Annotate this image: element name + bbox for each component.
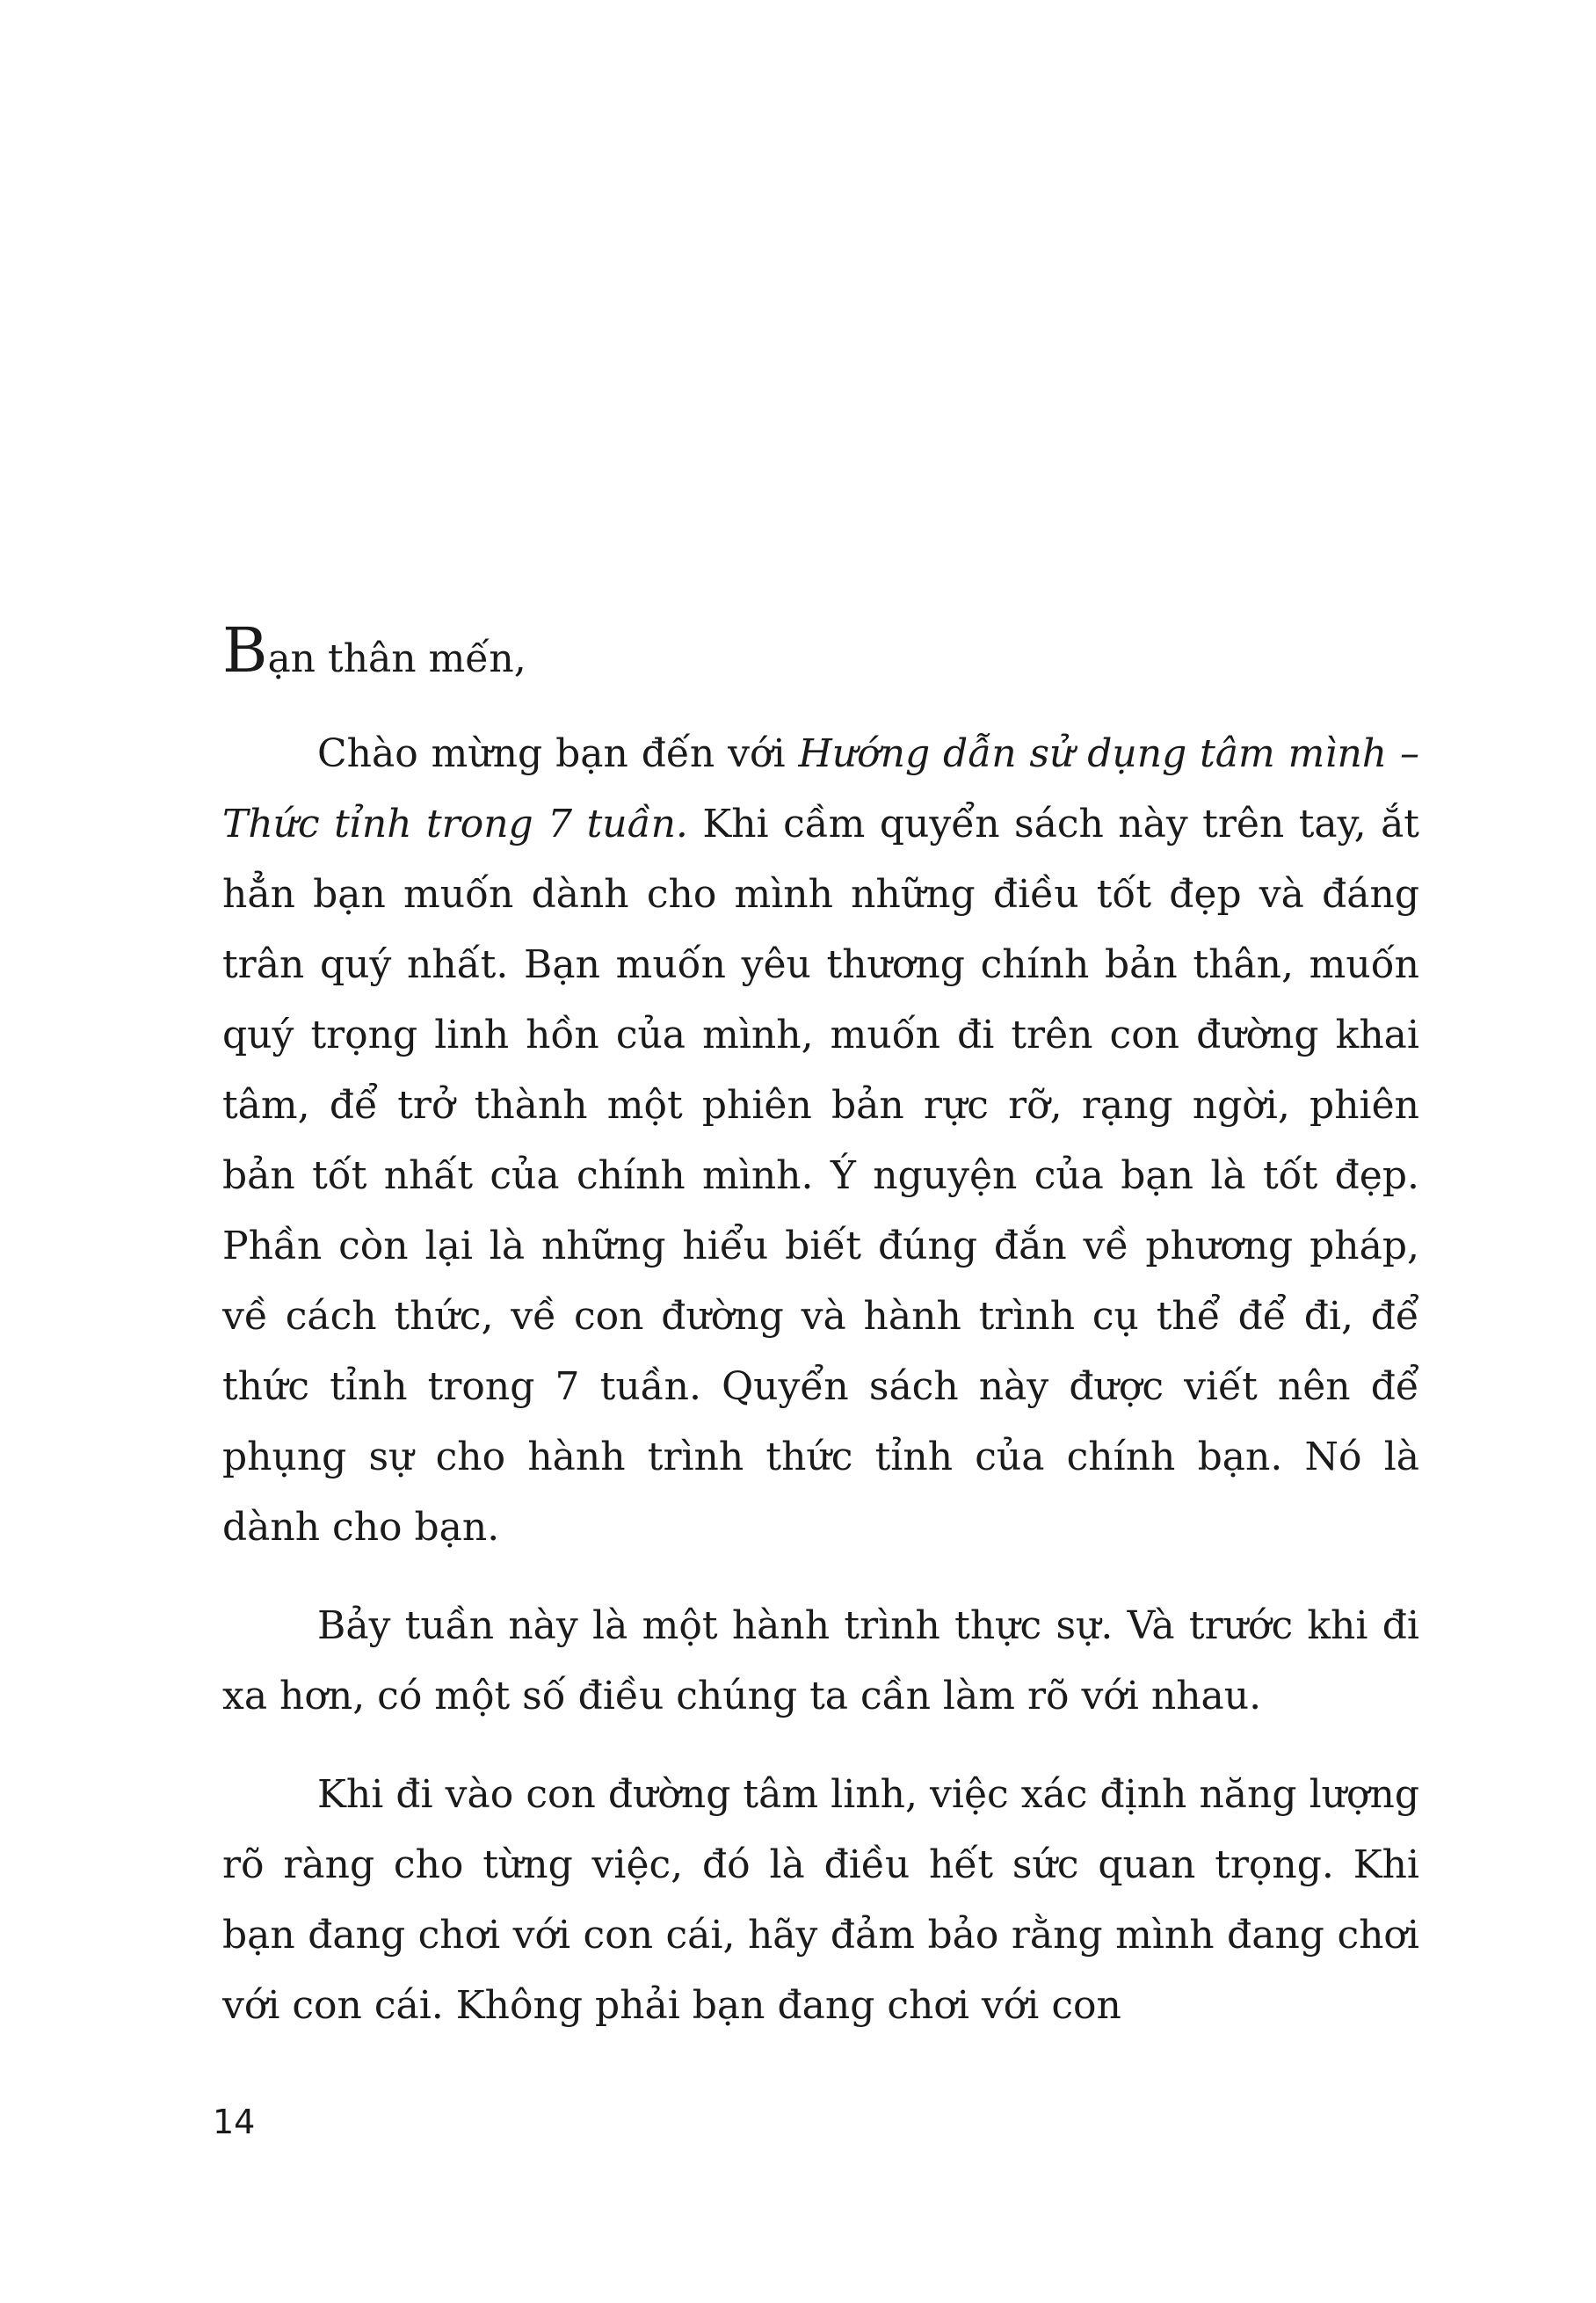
paragraph-spiritual-path: Khi đi vào con đường tâm linh, việc xác định năng lượng rõ ràng cho từng việc, đó là điều hết sức quan trọng. Khi bạn đang chơi với con cái, hãy đảm bảo rằng mình đang chơi với con cái. Không phải bạn đang chơi với con — [222, 1772, 1419, 2028]
paragraph-seven-weeks: Bảy tuần này là một hành trình thực sự. Và trước khi đi xa hơn, có một số điều chúng ta cần làm rõ với nhau. — [222, 1603, 1419, 1718]
paragraph-welcome-intro: Chào mừng bạn đến với — [317, 731, 799, 776]
page-number: 14 — [213, 2103, 256, 2141]
salutation-initial: B — [222, 614, 268, 687]
salutation — [222, 615, 1419, 693]
body-text — [222, 615, 1419, 2069]
book-title: Hướng dẫn sử dụng tâm mình – Thức tỉnh trong 7 tuần. — [222, 731, 1420, 846]
paragraph-welcome — [222, 719, 1419, 1563]
paragraph-welcome-body: Khi cầm quyển sách này trên tay, ắt hẳn bạn muốn dành cho mình những điều tốt đẹp và đáng trân quý nhất. Bạn muốn yêu thương chính bản thân, muốn quý trọng linh hồn của mình, muốn đi trên con đường khai tâm, để trở thành một phiên bản rực rỡ, rạng ngời, phiên bản tốt nhất của chính mình. Ý nguyện của bạn là tốt đẹp. Phần còn lại là những hiểu biết đúng đắn về phương pháp, về cách thức, về con đường và hành trình cụ thể để đi, để thức tỉnh trong 7 tuần. Quyển sách này được viết nên để phụng sự cho hành trình thức tỉnh của chính bạn. Nó là dành cho bạn. — [222, 802, 1419, 1550]
salutation-text: ạn thân mến, — [267, 636, 526, 681]
